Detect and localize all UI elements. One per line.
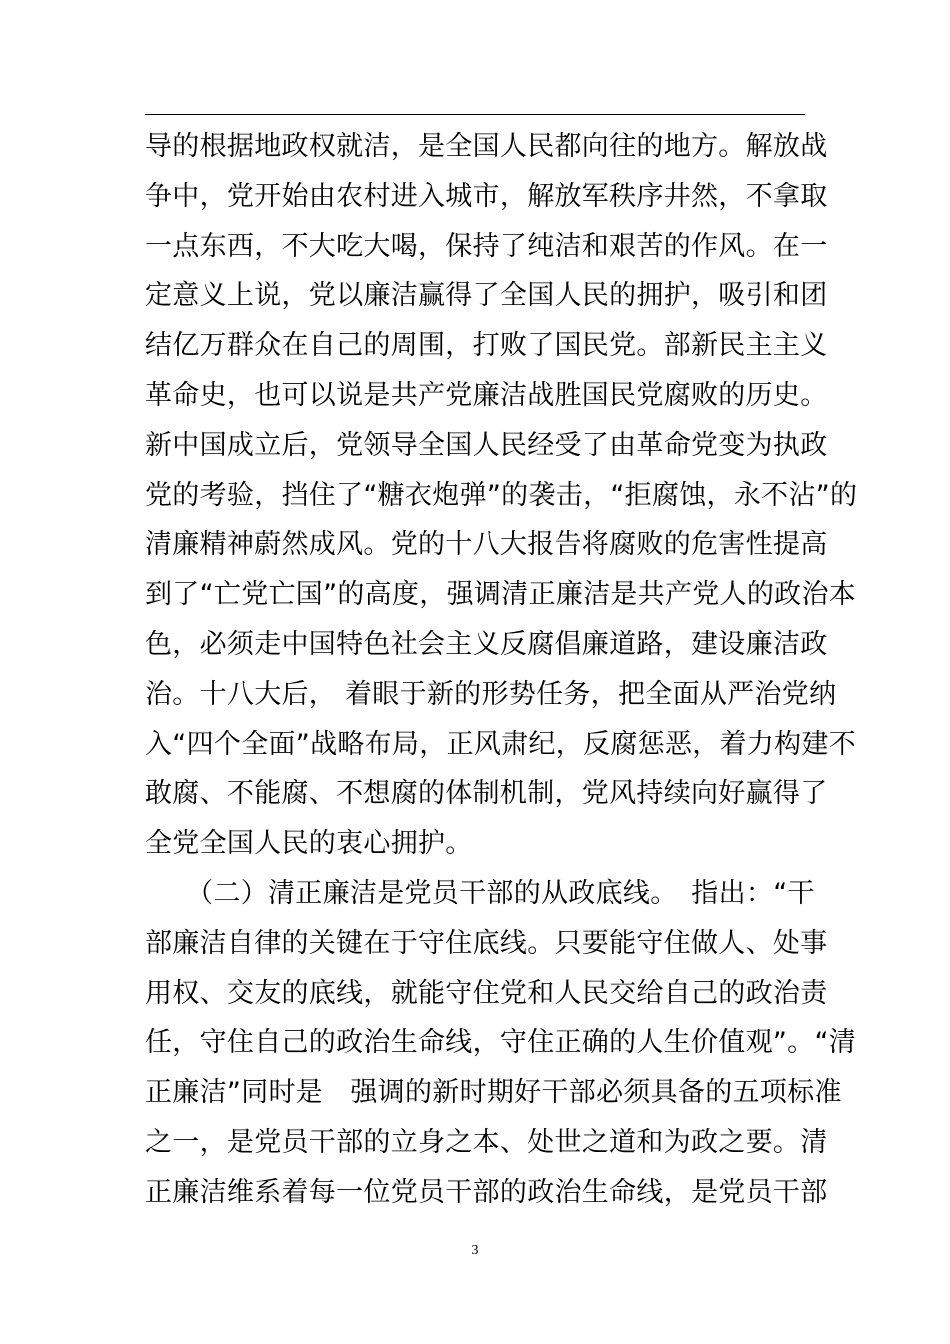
document-body [145, 122, 858, 1218]
text-line: 之一，是党员干部的立身之本、处世之道和为政之要。清 [145, 1126, 828, 1158]
text-line: 部廉洁自律的关键在于守住底线。只要能守住做人、处事 [145, 927, 828, 959]
text-line: 色，必须走中国特色社会主义反腐倡廉道路，建设廉洁政 [145, 628, 828, 660]
header-rule [145, 114, 805, 115]
text-line: 正廉洁维系着每一位党员干部的政治生命线，是党员干部 [145, 1176, 828, 1208]
section-heading-line: （二）清正廉洁是党员干部的从政底线。 指出：“干 [145, 877, 815, 909]
text-line: 到了“亡党亡国”的高度，强调清正廉洁是共产党人的政治本 [145, 579, 857, 611]
page-number: 3 [471, 1243, 479, 1258]
text-line: 革命史，也可以说是共产党廉洁战胜国民党腐败的历史。 [145, 379, 828, 411]
text-line: 敢腐、不能腐、不想腐的体制机制，党风持续向好赢得了 [145, 778, 828, 810]
text-line: 任，守住自己的政治生命线，守住正确的人生价值观”。“清 [145, 1027, 857, 1059]
text-line: 导的根据地政权就洁，是全国人民都向往的地方。解放战 [145, 131, 828, 162]
text-line: 新中国成立后，党领导全国人民经受了由革命党变为执政 [145, 429, 828, 461]
text-line: 争中，党开始由农村进入城市，解放军秩序井然，不拿取 [145, 180, 828, 212]
text-line: 用权、交友的底线，就能守住党和人民交给自己的政治责 [145, 977, 828, 1009]
text-line: 定意义上说，党以廉洁赢得了全国人民的拥护，吸引和团 [145, 280, 828, 312]
text-line: 全党全国人民的衷心拥护。 [145, 828, 473, 860]
text-line: 结亿万群众在自己的周围，打败了国民党。部新民主主义 [145, 330, 828, 362]
text-line: 治。十八大后， 着眼于新的形势任务，把全面从严治党纳 [145, 678, 837, 710]
text-line: 正廉洁”同时是 强调的新时期好干部必须具备的五项标准 [145, 1077, 842, 1109]
text-line: 清廉精神蔚然成风。党的十八大报告将腐败的危害性提高 [145, 529, 828, 561]
text-line: 一点东西，不大吃大喝，保持了纯洁和艰苦的作风。在一 [145, 230, 828, 262]
text-line: 党的考验，挡住了“糖衣炮弹”的袭击，“拒腐蚀，永不沾”的 [145, 479, 858, 511]
text-line: 入“四个全面”战略布局，正风肃纪，反腐惩恶，着力构建不 [145, 728, 857, 760]
